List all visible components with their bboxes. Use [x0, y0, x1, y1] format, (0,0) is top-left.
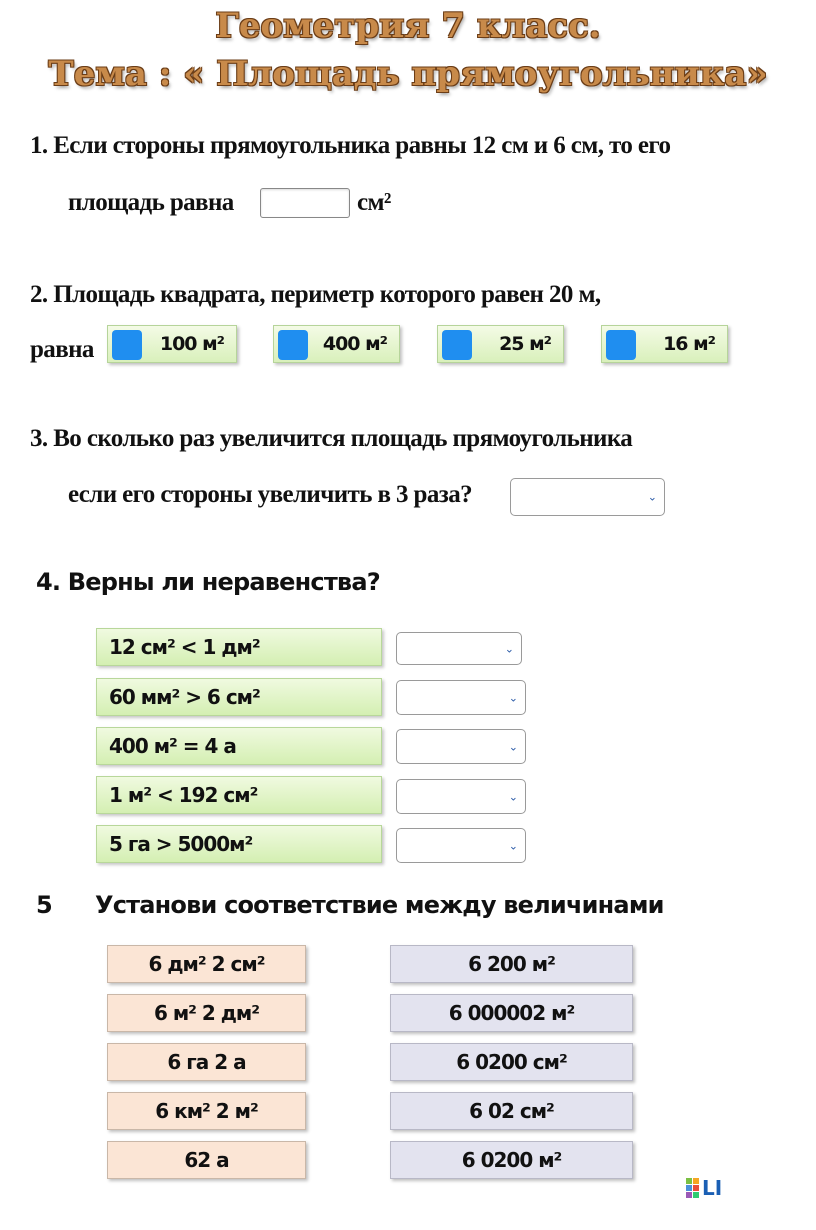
q5-left-item-2[interactable]: 6 м² 2 дм²	[107, 994, 306, 1032]
q3-answer-select[interactable]	[510, 478, 665, 516]
q5-right-item-5[interactable]: 6 0200 м²	[390, 1141, 633, 1179]
chevron-down-icon: ⌄	[508, 839, 518, 852]
q1-answer-input[interactable]	[260, 188, 350, 218]
chevron-down-icon: ⌄	[504, 642, 514, 655]
q4-statement-4: 1 м² < 192 см²	[96, 776, 382, 814]
q2-prefix: равна	[30, 336, 94, 363]
q5-left-item-1[interactable]: 6 дм² 2 см²	[107, 945, 306, 983]
q2-option-label: 400 м²	[322, 333, 387, 355]
radio-square-icon[interactable]	[442, 330, 472, 360]
liveworksheets-logo	[686, 1177, 736, 1199]
q4-statement-3: 400 м² = 4 а	[96, 727, 382, 765]
q5-left-item-4[interactable]: 6 км² 2 м²	[107, 1092, 306, 1130]
chevron-down-icon: ⌄	[508, 691, 518, 704]
q4-select-5[interactable]	[396, 828, 526, 863]
radio-square-icon[interactable]	[112, 330, 142, 360]
q4-select-4[interactable]	[396, 779, 526, 814]
q2-option-label: 100 м²	[159, 333, 224, 355]
chevron-down-icon: ⌄	[508, 790, 518, 803]
q2-option-label: 16 м²	[663, 333, 715, 355]
q3-text-line2: если его стороны увеличить в 3 раза?	[68, 481, 473, 508]
page-title: Геометрия 7 класс.	[215, 6, 601, 46]
q5-right-item-2[interactable]: 6 000002 м²	[390, 994, 633, 1032]
q4-select-3[interactable]	[396, 729, 526, 764]
q4-select-2[interactable]	[396, 680, 526, 715]
radio-square-icon[interactable]	[606, 330, 636, 360]
q1-unit: см²	[357, 189, 391, 216]
q4-statement-5: 5 га > 5000м²	[96, 825, 382, 863]
q5-left-item-3[interactable]: 6 га 2 а	[107, 1043, 306, 1081]
q5-right-item-3[interactable]: 6 0200 см²	[390, 1043, 633, 1081]
q2-option-4[interactable]	[601, 325, 728, 363]
chevron-down-icon: ⌄	[647, 490, 657, 504]
q1-text-line2: площадь равна	[68, 189, 234, 216]
q3-text-line1: 3. Во сколько раз увеличится площадь прямоугольника	[30, 425, 633, 452]
q2-text-line1: 2. Площадь квадрата, периметр которого равен 20 м,	[30, 281, 601, 308]
q2-option-2[interactable]	[273, 325, 400, 363]
q5-number: 5	[36, 891, 52, 919]
page-subtitle: Тема : « Площадь прямоугольника»	[48, 54, 768, 94]
logo-mark-icon	[686, 1178, 700, 1198]
chevron-down-icon: ⌄	[508, 740, 518, 753]
q1-text-line1: 1. Если стороны прямоугольника равны 12 см и 6 см, то его	[30, 132, 671, 159]
logo-text: LI	[702, 1176, 723, 1200]
radio-square-icon[interactable]	[278, 330, 308, 360]
q2-option-1[interactable]	[107, 325, 237, 363]
q2-option-label: 25 м²	[499, 333, 551, 355]
q2-option-3[interactable]	[437, 325, 564, 363]
q4-statement-2: 60 мм² > 6 см²	[96, 678, 382, 716]
q4-heading: 4. Верны ли неравенства?	[36, 568, 380, 596]
q4-select-1[interactable]	[396, 632, 522, 665]
q4-statement-1: 12 см² < 1 дм²	[96, 628, 382, 666]
q5-left-item-5[interactable]: 62 а	[107, 1141, 306, 1179]
q5-right-item-1[interactable]: 6 200 м²	[390, 945, 633, 983]
q5-right-item-4[interactable]: 6 02 см²	[390, 1092, 633, 1130]
q5-heading: Установи соответствие между величинами	[95, 891, 664, 919]
